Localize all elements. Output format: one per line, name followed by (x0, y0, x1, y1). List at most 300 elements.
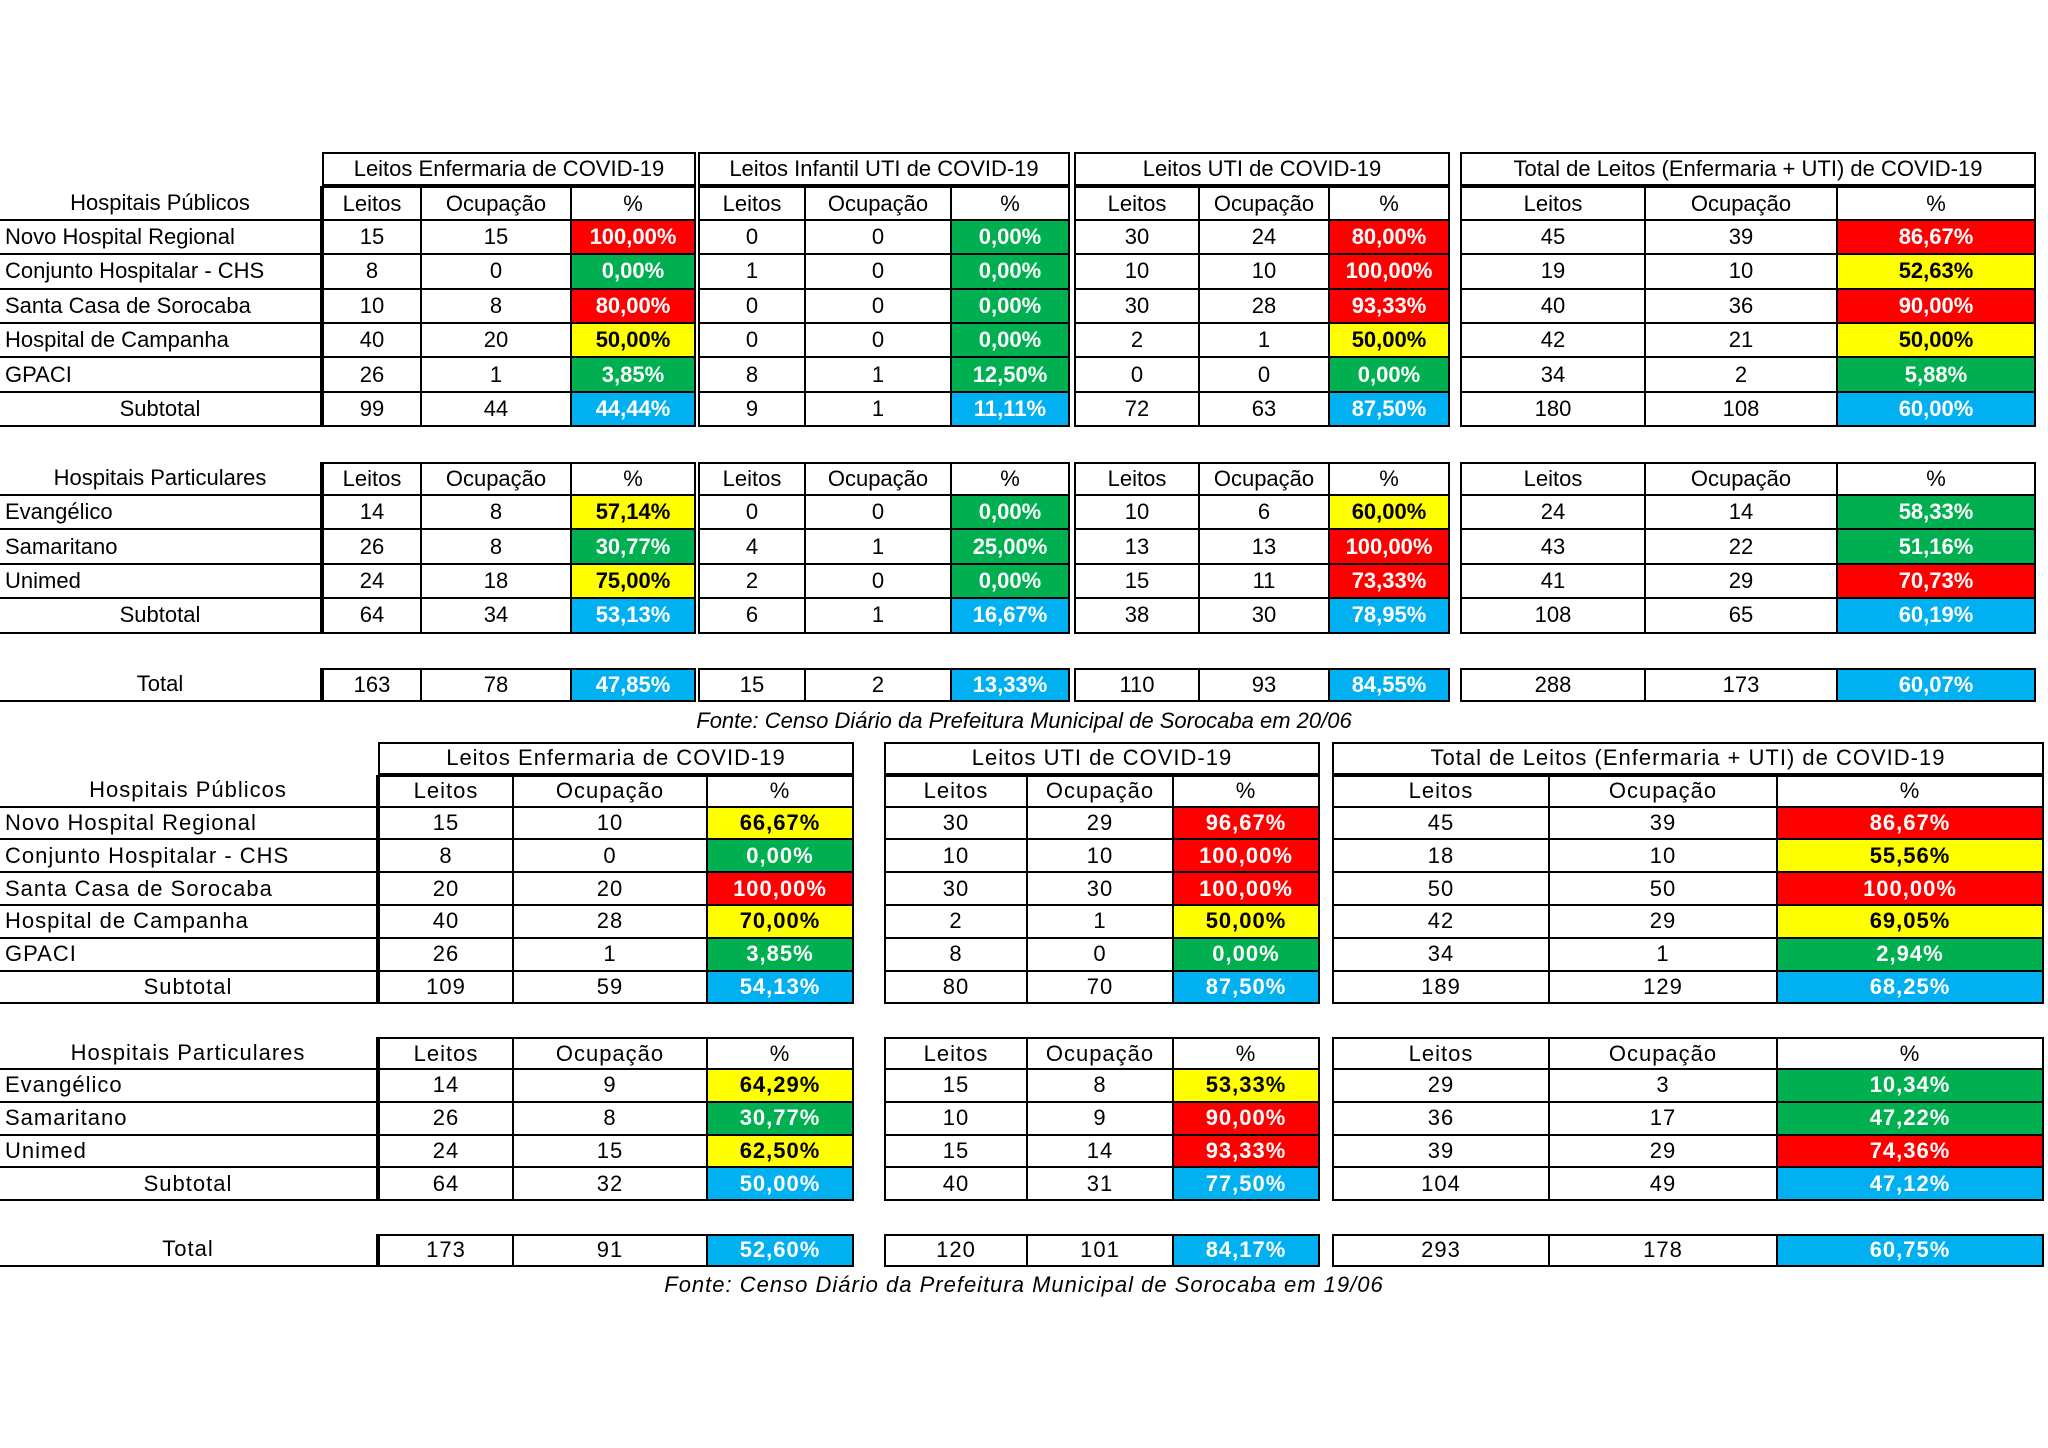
beds-value: 20 (378, 873, 514, 906)
occupied-value: 15 (514, 1136, 708, 1169)
column-header: Leitos (1332, 775, 1550, 808)
occupancy-percent: 0,00% (952, 255, 1070, 289)
column-header: % (952, 462, 1070, 496)
beds-value: 2 (698, 565, 806, 599)
total-value: 15 (698, 668, 806, 702)
column-header: % (1838, 462, 2036, 496)
total-label: Total (0, 668, 322, 702)
column-header: Leitos (378, 1037, 514, 1070)
beds-value: 2 (1074, 324, 1200, 358)
table-row (0, 1070, 2044, 1103)
beds-value: 45 (1460, 221, 1646, 255)
total-label: Total (0, 1234, 378, 1267)
section-title: Hospitais Públicos (0, 775, 378, 808)
table-row (0, 808, 2044, 841)
occupied-value: 50 (1550, 873, 1778, 906)
beds-value: 34 (1332, 939, 1550, 972)
beds-value: 2 (884, 906, 1028, 939)
table-row (0, 565, 2040, 599)
column-header: % (572, 462, 696, 496)
beds-value: 15 (884, 1070, 1028, 1103)
occupied-value: 1 (806, 530, 952, 564)
beds-value: 24 (322, 565, 422, 599)
subtotal-value: 104 (1332, 1168, 1550, 1201)
occupancy-percent: 0,00% (1330, 358, 1450, 392)
occupied-value: 28 (514, 906, 708, 939)
subtotal-value: 64 (322, 599, 422, 633)
beds-value: 45 (1332, 808, 1550, 841)
occupancy-percent: 52,63% (1838, 255, 2036, 289)
occupied-value: 10 (1646, 255, 1838, 289)
beds-value: 42 (1460, 324, 1646, 358)
column-header: Leitos (1074, 462, 1200, 496)
hospital-name: Samaritano (0, 1103, 378, 1136)
occupancy-percent: 0,00% (708, 840, 854, 873)
column-header: Leitos (322, 462, 422, 496)
occupied-value: 1 (422, 358, 572, 392)
occupied-value: 13 (1200, 530, 1330, 564)
beds-value: 26 (378, 1103, 514, 1136)
beds-value: 30 (884, 808, 1028, 841)
group-header: Leitos Enfermaria de COVID-19 (378, 742, 854, 775)
table-row (0, 1004, 2044, 1037)
total-value: 78 (422, 668, 572, 702)
subtotal-value: 180 (1460, 393, 1646, 427)
occupied-value: 1 (514, 939, 708, 972)
subtotal-value: 129 (1550, 972, 1778, 1005)
hospital-name: Hospital de Campanha (0, 324, 322, 358)
total-value: 178 (1550, 1234, 1778, 1267)
subtotal-percent: 50,00% (708, 1168, 854, 1201)
subtotal-value: 49 (1550, 1168, 1778, 1201)
beds-value: 19 (1460, 255, 1646, 289)
occupied-value: 1 (806, 358, 952, 392)
table-row (0, 1103, 2044, 1136)
occupied-value: 10 (514, 808, 708, 841)
hospital-name: GPACI (0, 939, 378, 972)
subtotal-value: 109 (378, 972, 514, 1005)
subtotal-value: 6 (698, 599, 806, 633)
column-header: % (1330, 462, 1450, 496)
occupied-value: 0 (806, 290, 952, 324)
column-header: % (708, 1037, 854, 1070)
occupied-value: 0 (422, 255, 572, 289)
column-header: Ocupação (1028, 775, 1174, 808)
occupied-value: 8 (422, 290, 572, 324)
subtotal-value: 38 (1074, 599, 1200, 633)
beds-value: 15 (322, 221, 422, 255)
occupancy-percent: 0,00% (952, 565, 1070, 599)
occupancy-percent: 100,00% (1174, 873, 1320, 906)
total-value: 288 (1460, 668, 1646, 702)
beds-value: 0 (698, 496, 806, 530)
beds-value: 26 (322, 358, 422, 392)
occupancy-percent: 73,33% (1330, 565, 1450, 599)
column-header: Ocupação (422, 186, 572, 220)
group-header: Leitos UTI de COVID-19 (1074, 152, 1450, 186)
total-percent: 60,75% (1778, 1234, 2044, 1267)
occupied-value: 0 (806, 565, 952, 599)
occupancy-percent: 75,00% (572, 565, 696, 599)
subtotal-value: 30 (1200, 599, 1330, 633)
beds-value: 14 (378, 1070, 514, 1103)
occupied-value: 11 (1200, 565, 1330, 599)
occupancy-percent: 100,00% (1330, 530, 1450, 564)
hospital-name: Unimed (0, 565, 322, 599)
beds-value: 40 (322, 324, 422, 358)
occupied-value: 29 (1550, 906, 1778, 939)
occupancy-percent: 0,00% (952, 221, 1070, 255)
table-row (0, 599, 2040, 633)
beds-value: 10 (884, 1103, 1028, 1136)
occupied-value: 18 (422, 565, 572, 599)
column-header: % (1330, 186, 1450, 220)
hospital-name: Santa Casa de Sorocaba (0, 290, 322, 324)
beds-value: 1 (698, 255, 806, 289)
total-value: 173 (378, 1234, 514, 1267)
beds-value: 4 (698, 530, 806, 564)
occupied-value: 20 (514, 873, 708, 906)
occupied-value: 8 (514, 1103, 708, 1136)
column-header: Leitos (378, 775, 514, 808)
beds-value: 42 (1332, 906, 1550, 939)
beds-value: 30 (1074, 221, 1200, 255)
hospital-name: Hospital de Campanha (0, 906, 378, 939)
beds-value: 10 (1074, 255, 1200, 289)
occupancy-percent: 3,85% (572, 358, 696, 392)
hospital-name: Novo Hospital Regional (0, 808, 378, 841)
table-row (0, 1037, 2044, 1070)
table-row (0, 1168, 2044, 1201)
total-percent: 52,60% (708, 1234, 854, 1267)
beds-value: 10 (884, 840, 1028, 873)
beds-value: 0 (698, 290, 806, 324)
beds-value: 15 (1074, 565, 1200, 599)
beds-value: 26 (378, 939, 514, 972)
occupied-value: 0 (806, 255, 952, 289)
subtotal-value: 70 (1028, 972, 1174, 1005)
occupied-value: 29 (1550, 1136, 1778, 1169)
column-header: Leitos (698, 462, 806, 496)
table-row (0, 186, 2040, 220)
subtotal-value: 32 (514, 1168, 708, 1201)
column-header: Ocupação (1646, 462, 1838, 496)
occupied-value: 1 (1550, 939, 1778, 972)
occupied-value: 14 (1646, 496, 1838, 530)
subtotal-percent: 16,67% (952, 599, 1070, 633)
column-header: % (1778, 775, 2044, 808)
hospital-name: Conjunto Hospitalar - CHS (0, 840, 378, 873)
occupancy-percent: 0,00% (572, 255, 696, 289)
hospital-name: Novo Hospital Regional (0, 221, 322, 255)
beds-value: 15 (378, 808, 514, 841)
beds-value: 8 (378, 840, 514, 873)
column-header: % (708, 775, 854, 808)
column-header: % (572, 186, 696, 220)
occupancy-percent: 69,05% (1778, 906, 2044, 939)
occupancy-percent: 53,33% (1174, 1070, 1320, 1103)
occupancy-percent: 60,00% (1330, 496, 1450, 530)
subtotal-value: 80 (884, 972, 1028, 1005)
occupied-value: 0 (1200, 358, 1330, 392)
occupancy-percent: 80,00% (1330, 221, 1450, 255)
column-header: Ocupação (514, 775, 708, 808)
subtotal-label: Subtotal (0, 599, 322, 633)
occupancy-percent: 30,77% (708, 1103, 854, 1136)
column-header: Leitos (1332, 1037, 1550, 1070)
blank-cell (0, 742, 378, 775)
beds-value: 13 (1074, 530, 1200, 564)
occupancy-percent: 64,29% (708, 1070, 854, 1103)
beds-value: 39 (1332, 1136, 1550, 1169)
section-title: Hospitais Particulares (0, 462, 322, 496)
occupied-value: 3 (1550, 1070, 1778, 1103)
occupancy-percent: 90,00% (1174, 1103, 1320, 1136)
table-row (0, 152, 2040, 186)
total-percent: 47,85% (572, 668, 696, 702)
table-row (0, 742, 2044, 775)
occupied-value: 8 (422, 496, 572, 530)
occupied-value: 1 (1028, 906, 1174, 939)
table-row (0, 290, 2040, 324)
occupancy-percent: 5,88% (1838, 358, 2036, 392)
table-row (0, 358, 2040, 392)
column-header: Leitos (698, 186, 806, 220)
occupancy-percent: 100,00% (1778, 873, 2044, 906)
beds-value: 14 (322, 496, 422, 530)
table-row (0, 906, 2044, 939)
occupancy-percent: 2,94% (1778, 939, 2044, 972)
occupied-value: 6 (1200, 496, 1330, 530)
beds-value: 8 (698, 358, 806, 392)
column-header: Ocupação (1646, 186, 1838, 220)
total-value: 2 (806, 668, 952, 702)
beds-value: 0 (698, 324, 806, 358)
section-title: Hospitais Particulares (0, 1037, 378, 1070)
subtotal-percent: 44,44% (572, 393, 696, 427)
hospital-name: Santa Casa de Sorocaba (0, 873, 378, 906)
subtotal-value: 59 (514, 972, 708, 1005)
occupied-value: 0 (806, 496, 952, 530)
beds-value: 0 (1074, 358, 1200, 392)
occupied-value: 29 (1028, 808, 1174, 841)
occupied-value: 22 (1646, 530, 1838, 564)
beds-value: 50 (1332, 873, 1550, 906)
beds-value: 40 (1460, 290, 1646, 324)
hospital-name: Evangélico (0, 496, 322, 530)
group-header: Leitos UTI de COVID-19 (884, 742, 1320, 775)
occupancy-percent: 62,50% (708, 1136, 854, 1169)
occupied-value: 0 (514, 840, 708, 873)
beds-value: 18 (1332, 840, 1550, 873)
occupied-value: 10 (1200, 255, 1330, 289)
subtotal-percent: 53,13% (572, 599, 696, 633)
beds-value: 24 (1460, 496, 1646, 530)
subtotal-percent: 87,50% (1330, 393, 1450, 427)
column-header: Leitos (884, 775, 1028, 808)
occupied-value: 30 (1028, 873, 1174, 906)
column-header: Ocupação (806, 186, 952, 220)
beds-value: 29 (1332, 1070, 1550, 1103)
occupancy-percent: 25,00% (952, 530, 1070, 564)
beds-value: 24 (378, 1136, 514, 1169)
occupied-value: 9 (1028, 1103, 1174, 1136)
subtotal-value: 64 (378, 1168, 514, 1201)
subtotal-percent: 60,00% (1838, 393, 2036, 427)
column-header: Ocupação (1550, 775, 1778, 808)
column-header: Ocupação (806, 462, 952, 496)
beds-value: 15 (884, 1136, 1028, 1169)
column-header: % (1838, 186, 2036, 220)
occupancy-percent: 70,73% (1838, 565, 2036, 599)
column-header: Ocupação (422, 462, 572, 496)
occupancy-percent: 93,33% (1174, 1136, 1320, 1169)
table-row (0, 1234, 2044, 1267)
table-row (0, 393, 2040, 427)
occupancy-percent: 3,85% (708, 939, 854, 972)
table-row (0, 530, 2040, 564)
occupied-value: 28 (1200, 290, 1330, 324)
subtotal-value: 63 (1200, 393, 1330, 427)
subtotal-label: Subtotal (0, 393, 322, 427)
occupancy-percent: 86,67% (1838, 221, 2036, 255)
occupied-value: 0 (1028, 939, 1174, 972)
table-row (0, 939, 2044, 972)
subtotal-percent: 54,13% (708, 972, 854, 1005)
column-header: Leitos (1460, 462, 1646, 496)
column-header: Ocupação (1550, 1037, 1778, 1070)
occupancy-percent: 0,00% (952, 496, 1070, 530)
occupied-value: 39 (1550, 808, 1778, 841)
total-value: 163 (322, 668, 422, 702)
group-header: Leitos Infantil UTI de COVID-19 (698, 152, 1070, 186)
occupancy-percent: 47,22% (1778, 1103, 2044, 1136)
hospital-name: Unimed (0, 1136, 378, 1169)
total-percent: 84,17% (1174, 1234, 1320, 1267)
table-row (0, 972, 2044, 1005)
subtotal-value: 1 (806, 393, 952, 427)
occupancy-percent: 100,00% (1330, 255, 1450, 289)
occupancy-percent: 50,00% (1330, 324, 1450, 358)
occupancy-percent: 100,00% (572, 221, 696, 255)
table-row (0, 840, 2044, 873)
occupancy-percent: 30,77% (572, 530, 696, 564)
column-header: % (1778, 1037, 2044, 1070)
subtotal-value: 65 (1646, 599, 1838, 633)
occupied-value: 15 (422, 221, 572, 255)
occupancy-percent: 58,33% (1838, 496, 2036, 530)
column-header: Leitos (1074, 186, 1200, 220)
table-row (0, 427, 2040, 461)
subtotal-value: 40 (884, 1168, 1028, 1201)
occupied-value: 29 (1646, 565, 1838, 599)
occupancy-percent: 100,00% (708, 873, 854, 906)
column-header: Leitos (322, 186, 422, 220)
subtotal-percent: 77,50% (1174, 1168, 1320, 1201)
source-note-20-06: Fonte: Censo Diário da Prefeitura Municipal de Sorocaba em 20/06 (696, 708, 1352, 733)
subtotal-label: Subtotal (0, 1168, 378, 1201)
hospital-name: Samaritano (0, 530, 322, 564)
table-row (0, 496, 2040, 530)
occupancy-percent: 50,00% (1838, 324, 2036, 358)
occupancy-percent: 10,34% (1778, 1070, 2044, 1103)
total-percent: 60,07% (1838, 668, 2036, 702)
table-row (0, 255, 2040, 289)
beds-value: 10 (1074, 496, 1200, 530)
beds-value: 43 (1460, 530, 1646, 564)
occupied-value: 10 (1550, 840, 1778, 873)
beds-value: 26 (322, 530, 422, 564)
total-percent: 13,33% (952, 668, 1070, 702)
beds-value: 36 (1332, 1103, 1550, 1136)
subtotal-value: 1 (806, 599, 952, 633)
hospital-name: GPACI (0, 358, 322, 392)
blank-cell (0, 152, 322, 186)
subtotal-percent: 47,12% (1778, 1168, 2044, 1201)
occupancy-percent: 55,56% (1778, 840, 2044, 873)
table-row (0, 634, 2040, 668)
beds-value: 30 (1074, 290, 1200, 324)
occupancy-percent: 93,33% (1330, 290, 1450, 324)
occupancy-percent: 0,00% (952, 290, 1070, 324)
group-header: Total de Leitos (Enfermaria + UTI) de COVID-19 (1460, 152, 2036, 186)
total-value: 120 (884, 1234, 1028, 1267)
beds-value: 0 (698, 221, 806, 255)
subtotal-percent: 87,50% (1174, 972, 1320, 1005)
table-row (0, 775, 2044, 808)
occupancy-percent: 86,67% (1778, 808, 2044, 841)
subtotal-value: 108 (1460, 599, 1646, 633)
beds-value: 8 (322, 255, 422, 289)
subtotal-value: 44 (422, 393, 572, 427)
occupancy-percent: 100,00% (1174, 840, 1320, 873)
beds-value: 30 (884, 873, 1028, 906)
beds-value: 34 (1460, 358, 1646, 392)
column-header: % (952, 186, 1070, 220)
occupied-value: 21 (1646, 324, 1838, 358)
table-row (0, 668, 2040, 702)
occupied-value: 8 (1028, 1070, 1174, 1103)
section-title: Hospitais Públicos (0, 186, 322, 220)
table-row (0, 873, 2044, 906)
occupancy-percent: 80,00% (572, 290, 696, 324)
occupied-value: 0 (806, 221, 952, 255)
occupancy-percent: 51,16% (1838, 530, 2036, 564)
source-note-19-06: Fonte: Censo Diário da Prefeitura Municipal de Sorocaba em 19/06 (664, 1272, 1384, 1297)
occupied-value: 1 (1200, 324, 1330, 358)
table-row (0, 462, 2040, 496)
occupied-value: 14 (1028, 1136, 1174, 1169)
column-header: Leitos (1460, 186, 1646, 220)
occupancy-percent: 50,00% (1174, 906, 1320, 939)
total-percent: 84,55% (1330, 668, 1450, 702)
beds-value: 41 (1460, 565, 1646, 599)
total-value: 93 (1200, 668, 1330, 702)
occupancy-percent: 57,14% (572, 496, 696, 530)
group-header: Leitos Enfermaria de COVID-19 (322, 152, 696, 186)
subtotal-value: 99 (322, 393, 422, 427)
occupied-value: 9 (514, 1070, 708, 1103)
occupancy-percent: 12,50% (952, 358, 1070, 392)
column-header: Ocupação (1028, 1037, 1174, 1070)
occupied-value: 10 (1028, 840, 1174, 873)
occupancy-percent: 0,00% (952, 324, 1070, 358)
subtotal-percent: 11,11% (952, 393, 1070, 427)
occupancy-percent: 50,00% (572, 324, 696, 358)
occupied-value: 0 (806, 324, 952, 358)
subtotal-value: 189 (1332, 972, 1550, 1005)
occupied-value: 24 (1200, 221, 1330, 255)
